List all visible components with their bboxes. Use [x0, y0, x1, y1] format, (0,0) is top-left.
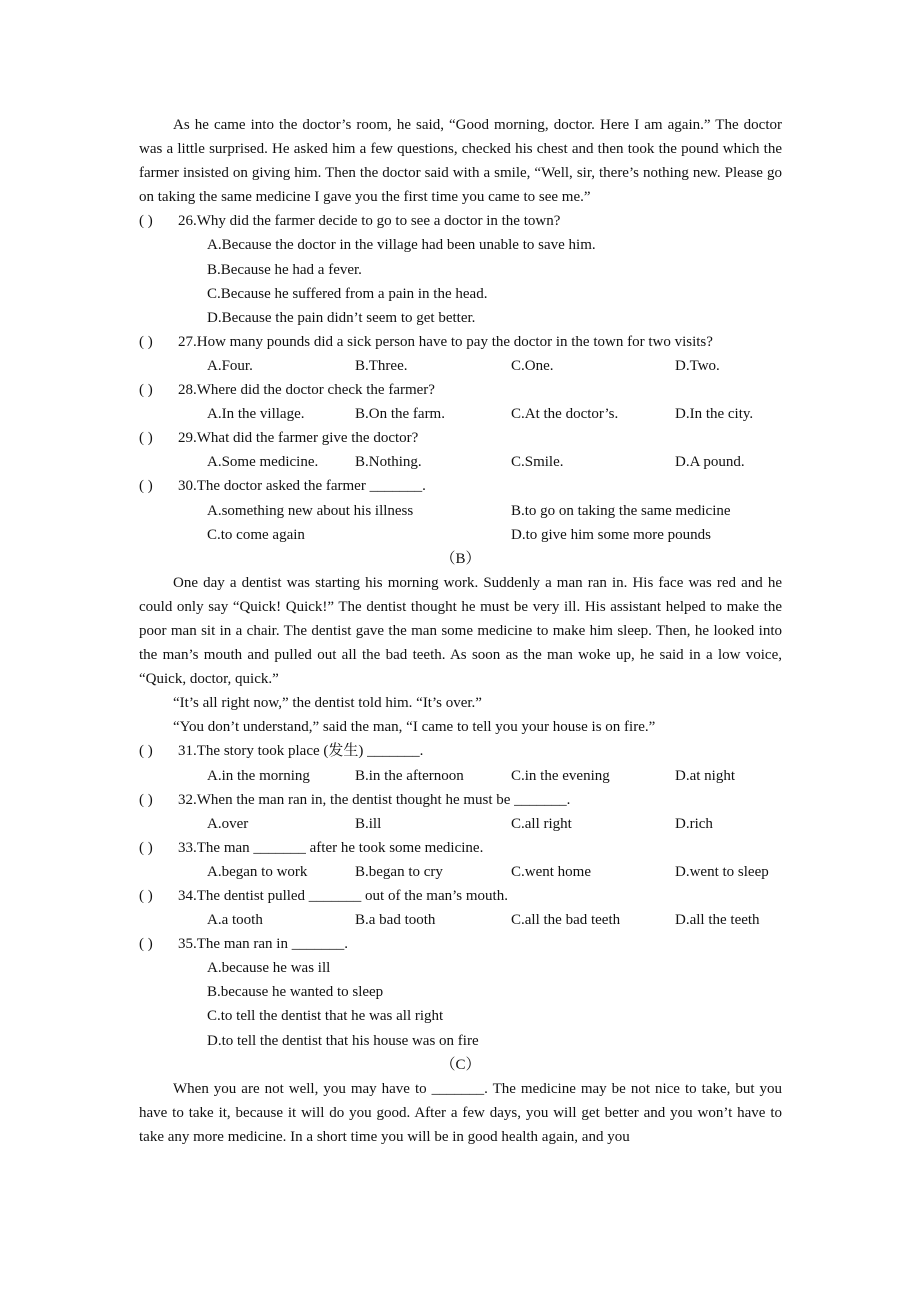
option-b: B.ill	[355, 815, 382, 832]
option-b: B.On the farm.	[355, 406, 445, 423]
option-c: C.all the bad teeth	[511, 912, 621, 929]
question-text: 26.Why did the farmer decide to go to see a doctor in the town?	[178, 213, 561, 230]
question-35	[139, 932, 782, 956]
option-b: B.a bad tooth	[355, 912, 436, 929]
option-d: D.to give him some more pounds	[511, 526, 711, 543]
question-31	[139, 739, 782, 763]
option-d: D.Two.	[675, 357, 720, 374]
option-c: C.in the evening	[511, 767, 610, 784]
option-a: A.because he was ill	[207, 960, 331, 977]
option-d: D.rich	[675, 815, 713, 832]
option-b: B.began to cry	[355, 863, 443, 880]
option-a: A.began to work	[207, 863, 308, 880]
question-text: 34.The dentist pulled _______ out of the man’s mouth.	[178, 888, 508, 904]
question-32	[139, 788, 782, 812]
question-27	[139, 330, 782, 354]
option-a: A.Four.	[207, 357, 253, 374]
answer-blank[interactable]: ( )	[139, 213, 153, 230]
question-text: 29.What did the farmer give the doctor?	[178, 430, 419, 447]
option-b: B.Nothing.	[355, 454, 422, 471]
answer-blank[interactable]: ( )	[139, 382, 153, 399]
answer-blank[interactable]: ( )	[139, 839, 153, 856]
question-text: 31.The story took place (发生) _______.	[178, 743, 424, 760]
question-33	[139, 836, 782, 860]
question-text: 28.Where did the doctor check the farmer?	[178, 382, 435, 399]
option-d: D.at night	[675, 767, 735, 784]
option-d: D.Because the pain didn’t seem to get better.	[207, 309, 476, 326]
option-d: D.went to sleep	[675, 863, 769, 880]
option-d: D.all the teeth	[675, 912, 760, 929]
option-a: A.over	[207, 815, 249, 832]
option-a: A.Some medicine.	[207, 454, 319, 471]
answer-blank[interactable]: ( )	[139, 791, 153, 808]
question-text: 30.The doctor asked the farmer _______.	[178, 478, 426, 495]
dialogue-line: “It’s all right now,” the dentist told him. “It’s over.”	[173, 695, 482, 712]
option-c: C.to tell the dentist that he was all right	[207, 1008, 444, 1025]
dialogue-line: “You don’t understand,” said the man, “I came to tell you your house is on fire.”	[173, 719, 656, 736]
passage-c-text: When you are not well, you may have to _______. The medicine may be not nice to take, but you have to take it, because it will do you good. After a few days, you will get better and you won’t have to take any more medicine. In a short time you will be in good health again, and you	[139, 1080, 782, 1145]
answer-blank[interactable]: ( )	[139, 936, 153, 953]
option-a: A.something new about his illness	[207, 502, 414, 519]
question-29	[139, 426, 782, 450]
option-b: B.in the afternoon	[355, 767, 464, 784]
option-b: B.Three.	[355, 357, 408, 374]
question-text: 32.When the man ran in, the dentist thought he must be _______.	[178, 791, 571, 808]
question-26	[139, 209, 782, 233]
answer-blank[interactable]: ( )	[139, 333, 153, 350]
option-d: D.to tell the dentist that his house was on fire	[207, 1032, 479, 1049]
option-c: C.Smile.	[511, 454, 564, 471]
answer-blank[interactable]: ( )	[139, 888, 153, 904]
section-c-heading: （C）	[440, 1056, 481, 1073]
option-d: D.A pound.	[675, 454, 745, 471]
option-a: A.Because the doctor in the village had been unable to save him.	[207, 237, 596, 254]
option-c: C.all right	[511, 815, 572, 832]
option-c: C.At the doctor’s.	[511, 406, 619, 423]
section-b-heading: （B）	[440, 550, 481, 567]
answer-blank[interactable]: ( )	[139, 430, 153, 447]
answer-blank[interactable]: ( )	[139, 478, 153, 495]
passage-a-text: As he came into the doctor’s room, he said, “Good morning, doctor. Here I am again.” The doctor was a little surprised. He asked him a few questions, checked his chest and then took the pound which the farmer insisted on giving him. Then the doctor said with a smile, “Well, sir, there’s nothing new. Please go on taking the same medicine I gave you the first time you came to see me.”	[139, 117, 782, 206]
option-a: A.a tooth	[207, 912, 263, 929]
option-a: A.In the village.	[207, 406, 305, 423]
option-c: C.One.	[511, 357, 554, 374]
question-text: 33.The man _______ after he took some medicine.	[178, 839, 484, 856]
question-28	[139, 378, 782, 402]
question-text: 35.The man ran in _______.	[178, 936, 348, 953]
passage-b-text: One day a dentist was starting his morning work. Suddenly a man ran in. His face was red and he could only say “Quick! Quick!” The dentist thought he must be very ill. His assistant helped to make the poor man sit in a chair. The dentist gave the man some medicine to make him sleep. Then, he looked into the man’s mouth and pulled out all the bad teeth. As soon as the man woke up, he said in a low voice, “Quick, doctor, quick.”	[139, 574, 782, 688]
option-d: D.In the city.	[675, 406, 754, 423]
option-b: B.Because he had a fever.	[207, 261, 362, 278]
question-34	[139, 884, 782, 908]
answer-blank[interactable]: ( )	[139, 743, 153, 760]
option-b: B.to go on taking the same medicine	[511, 502, 731, 519]
option-c: C.to come again	[207, 526, 305, 543]
option-a: A.in the morning	[207, 767, 310, 784]
question-text: 27.How many pounds did a sick person have to pay the doctor in the town for two visits?	[178, 333, 713, 350]
option-b: B.because he wanted to sleep	[207, 984, 384, 1001]
option-c: C.Because he suffered from a pain in the head.	[207, 285, 488, 302]
content	[139, 113, 782, 1149]
question-30	[139, 474, 782, 498]
option-c: C.went home	[511, 863, 591, 880]
